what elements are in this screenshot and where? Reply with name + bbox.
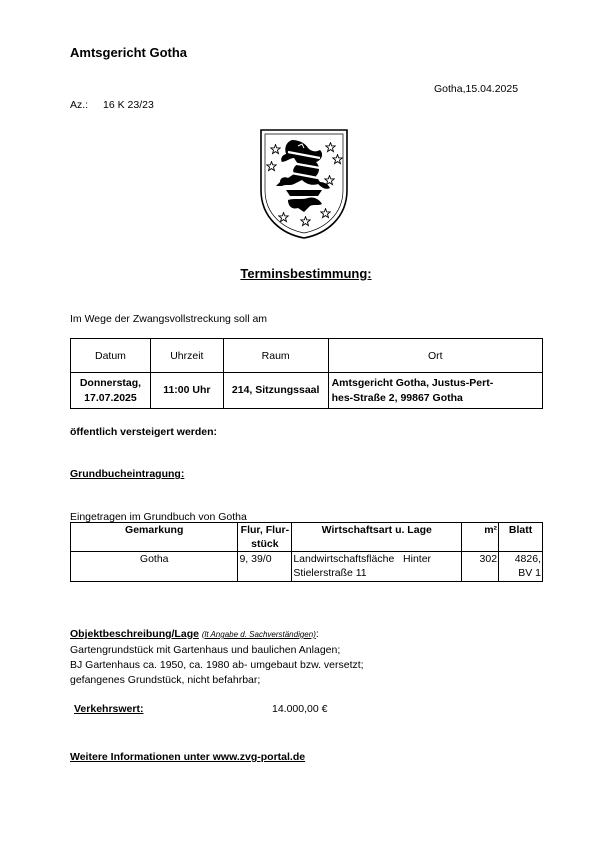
thuringia-coat-of-arms-icon bbox=[258, 128, 350, 240]
header-datum: Datum bbox=[71, 339, 151, 373]
date-line2: 17.07.2025 bbox=[84, 391, 137, 404]
objekt-heading-line bbox=[70, 628, 319, 640]
objekt-line: BJ Gartenhaus ca. 1950, ca. 1980 ab- umgebaut bzw. versetzt; bbox=[70, 659, 364, 671]
blatt-line2: BV 1 bbox=[518, 567, 541, 579]
appointment-time: 11:00 Uhr bbox=[150, 373, 223, 409]
header-gemarkung: Gemarkung bbox=[71, 523, 238, 552]
verkehrswert-value: 14.000,00 € bbox=[272, 703, 328, 715]
more-info-link[interactable]: Weitere Informationen unter www.zvg-portal.de bbox=[70, 751, 306, 763]
grundbuch-intro: Eingetragen im Grundbuch von Gotha bbox=[70, 511, 247, 523]
objekt-line: Gartengrundstück mit Gartenhaus und baulichen Anlagen; bbox=[70, 644, 341, 656]
page-title: Terminsbestimmung: bbox=[240, 266, 372, 281]
place-date: Gotha,15.04.2025 bbox=[434, 83, 519, 95]
header-uhrzeit: Uhrzeit bbox=[150, 339, 223, 373]
verkehrswert-label: Verkehrswert: bbox=[74, 703, 144, 715]
objekt-description bbox=[70, 643, 364, 688]
cell-wirtschaftsart bbox=[292, 552, 462, 582]
blatt-line1: 4826, bbox=[514, 553, 541, 565]
location-line1: Amtsgericht Gotha, Justus-Pert- bbox=[331, 376, 494, 389]
appointment-location bbox=[328, 373, 542, 409]
header-flur-line1: Flur, Flur- bbox=[240, 524, 290, 536]
court-name: Amtsgericht Gotha bbox=[70, 45, 188, 60]
az-value: 16 K 23/23 bbox=[103, 99, 154, 111]
objekt-heading: Objektbeschreibung/Lage bbox=[70, 628, 199, 640]
header-raum: Raum bbox=[223, 339, 328, 373]
az-label: Az.: bbox=[70, 99, 89, 111]
cell-qm: 302 bbox=[462, 552, 499, 582]
appointment-room: 214, Sitzungssaal bbox=[223, 373, 328, 409]
grundbuch-row bbox=[71, 552, 543, 582]
cell-blatt bbox=[499, 552, 543, 582]
header-blatt: Blatt bbox=[499, 523, 543, 552]
appointment-table bbox=[70, 338, 543, 409]
grundbuch-header-row bbox=[71, 523, 543, 552]
date-line1: Donnerstag, bbox=[79, 376, 142, 389]
header-flur bbox=[238, 523, 292, 552]
header-ort: Ort bbox=[328, 339, 542, 373]
cell-flur: 9, 39/0 bbox=[238, 552, 292, 582]
objekt-note: (lt Angabe d. Sachverständigen) bbox=[201, 630, 316, 639]
wirtschaftsart-line2: Stielerstraße 11 bbox=[293, 567, 367, 579]
location-line2: hes-Straße 2, 99867 Gotha bbox=[331, 391, 463, 404]
wirtschaftsart-line1: Landwirtschaftsfläche Hinter bbox=[293, 553, 432, 565]
appointment-row bbox=[71, 373, 543, 409]
grundbuch-heading: Grundbucheintragung: bbox=[70, 468, 185, 480]
cell-gemarkung: Gotha bbox=[71, 552, 238, 582]
appointment-header-row bbox=[71, 339, 543, 373]
header-flur-line2: stück bbox=[251, 538, 279, 550]
objekt-colon: : bbox=[315, 628, 319, 640]
header-qm: m² bbox=[462, 523, 499, 552]
intro-text: Im Wege der Zwangsvollstreckung soll am bbox=[70, 313, 268, 325]
file-reference bbox=[70, 99, 154, 111]
header-wirtschaftsart: Wirtschaftsart u. Lage bbox=[292, 523, 462, 552]
appointment-date bbox=[71, 373, 151, 409]
objekt-line: gefangenes Grundstück, nicht befahrbar; bbox=[70, 674, 261, 686]
auction-statement: öffentlich versteigert werden: bbox=[70, 426, 218, 438]
grundbuch-table bbox=[70, 522, 543, 582]
